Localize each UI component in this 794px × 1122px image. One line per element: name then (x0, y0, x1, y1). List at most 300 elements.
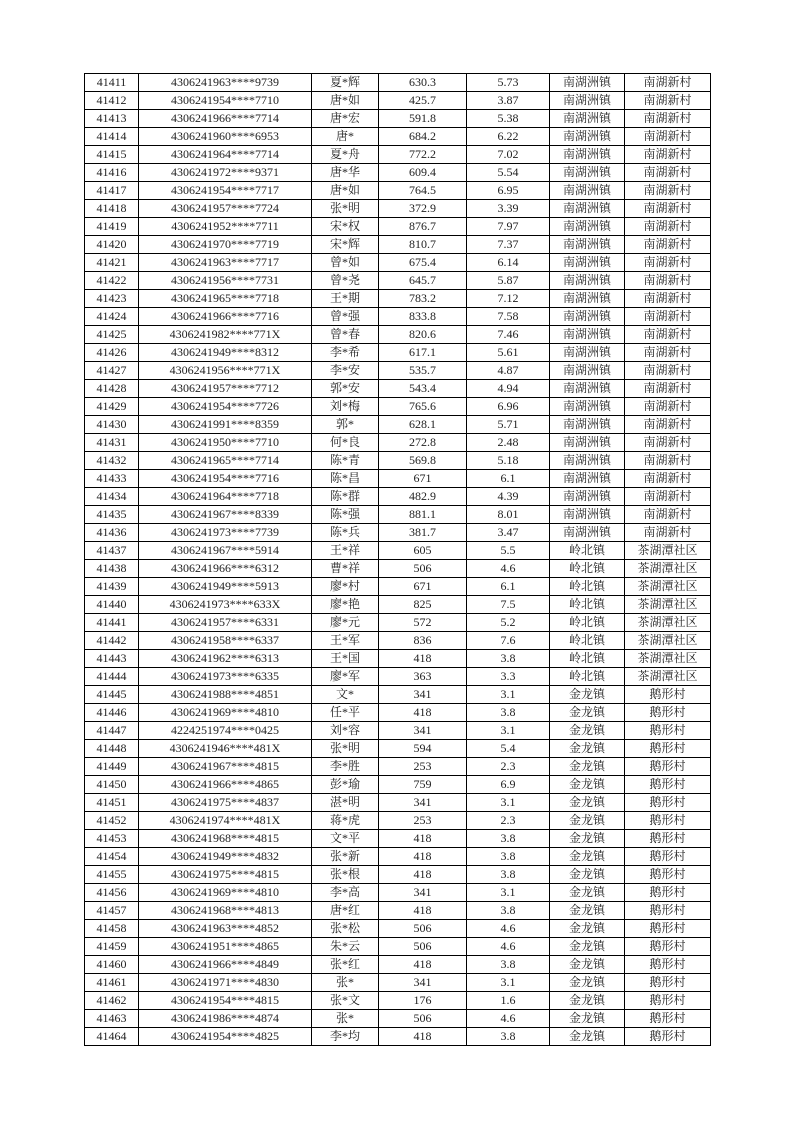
village-cell: 鹅形村 (625, 686, 711, 704)
value-cell: 8.01 (467, 506, 550, 524)
row-number-cell: 41446 (85, 704, 139, 722)
value-cell: 3.39 (467, 200, 550, 218)
table-row (85, 794, 711, 812)
person-name-cell: 曾*尧 (312, 272, 379, 290)
table-row (85, 182, 711, 200)
id-number-cell: 4306241967****8339 (139, 506, 312, 524)
village-cell: 鹅形村 (625, 938, 711, 956)
village-cell: 鹅形村 (625, 902, 711, 920)
person-name-cell: 张*新 (312, 848, 379, 866)
id-number-cell: 4306241969****4810 (139, 884, 312, 902)
town-cell: 南湖洲镇 (550, 362, 625, 380)
row-number-cell: 41444 (85, 668, 139, 686)
table-row (85, 578, 711, 596)
value-cell: 3.8 (467, 704, 550, 722)
table-row (85, 290, 711, 308)
town-cell: 岭北镇 (550, 668, 625, 686)
amount-cell: 418 (379, 866, 467, 884)
row-number-cell: 41447 (85, 722, 139, 740)
id-number-cell: 4306241967****5914 (139, 542, 312, 560)
value-cell: 7.12 (467, 290, 550, 308)
table-row (85, 254, 711, 272)
person-name-cell: 唐*红 (312, 902, 379, 920)
row-number-cell: 41431 (85, 434, 139, 452)
id-number-cell: 4306241965****7718 (139, 290, 312, 308)
village-cell: 南湖新村 (625, 200, 711, 218)
town-cell: 金龙镇 (550, 1028, 625, 1046)
person-name-cell: 张* (312, 974, 379, 992)
table-row (85, 74, 711, 92)
id-number-cell: 4306241965****7714 (139, 452, 312, 470)
person-name-cell: 廖*元 (312, 614, 379, 632)
value-cell: 4.94 (467, 380, 550, 398)
row-number-cell: 41464 (85, 1028, 139, 1046)
value-cell: 7.97 (467, 218, 550, 236)
records-table-body (85, 74, 711, 1046)
amount-cell: 759 (379, 776, 467, 794)
table-row (85, 866, 711, 884)
amount-cell: 833.8 (379, 308, 467, 326)
person-name-cell: 张*文 (312, 992, 379, 1010)
value-cell: 7.02 (467, 146, 550, 164)
person-name-cell: 郭* (312, 416, 379, 434)
village-cell: 鹅形村 (625, 722, 711, 740)
amount-cell: 764.5 (379, 182, 467, 200)
table-row (85, 470, 711, 488)
row-number-cell: 41425 (85, 326, 139, 344)
person-name-cell: 李*希 (312, 344, 379, 362)
row-number-cell: 41412 (85, 92, 139, 110)
village-cell: 鹅形村 (625, 848, 711, 866)
id-number-cell: 4306241954****4815 (139, 992, 312, 1010)
id-number-cell: 4306241962****6313 (139, 650, 312, 668)
town-cell: 金龙镇 (550, 758, 625, 776)
table-row (85, 218, 711, 236)
person-name-cell: 唐*如 (312, 182, 379, 200)
village-cell: 南湖新村 (625, 380, 711, 398)
row-number-cell: 41440 (85, 596, 139, 614)
person-name-cell: 王*军 (312, 632, 379, 650)
id-number-cell: 4306241946****481X (139, 740, 312, 758)
row-number-cell: 41430 (85, 416, 139, 434)
table-row (85, 686, 711, 704)
table-row (85, 506, 711, 524)
amount-cell: 535.7 (379, 362, 467, 380)
table-row (85, 740, 711, 758)
id-number-cell: 4306241963****9739 (139, 74, 312, 92)
person-name-cell: 李*胜 (312, 758, 379, 776)
village-cell: 鹅形村 (625, 704, 711, 722)
town-cell: 南湖洲镇 (550, 326, 625, 344)
id-number-cell: 4306241949****5913 (139, 578, 312, 596)
town-cell: 南湖洲镇 (550, 290, 625, 308)
table-row (85, 362, 711, 380)
amount-cell: 425.7 (379, 92, 467, 110)
row-number-cell: 41455 (85, 866, 139, 884)
amount-cell: 341 (379, 722, 467, 740)
village-cell: 南湖新村 (625, 326, 711, 344)
amount-cell: 418 (379, 650, 467, 668)
value-cell: 3.47 (467, 524, 550, 542)
table-row (85, 632, 711, 650)
amount-cell: 506 (379, 1010, 467, 1028)
id-number-cell: 4306241973****633X (139, 596, 312, 614)
value-cell: 3.8 (467, 866, 550, 884)
value-cell: 5.5 (467, 542, 550, 560)
person-name-cell: 曾*强 (312, 308, 379, 326)
person-name-cell: 张* (312, 1010, 379, 1028)
value-cell: 3.1 (467, 794, 550, 812)
table-row (85, 776, 711, 794)
id-number-cell: 4306241950****7710 (139, 434, 312, 452)
id-number-cell: 4306241954****4825 (139, 1028, 312, 1046)
id-number-cell: 4306241974****481X (139, 812, 312, 830)
value-cell: 3.1 (467, 974, 550, 992)
value-cell: 5.18 (467, 452, 550, 470)
id-number-cell: 4306241949****8312 (139, 344, 312, 362)
table-row (85, 488, 711, 506)
amount-cell: 418 (379, 848, 467, 866)
town-cell: 金龙镇 (550, 992, 625, 1010)
value-cell: 3.1 (467, 884, 550, 902)
amount-cell: 418 (379, 902, 467, 920)
row-number-cell: 41453 (85, 830, 139, 848)
value-cell: 5.38 (467, 110, 550, 128)
amount-cell: 783.2 (379, 290, 467, 308)
village-cell: 鹅形村 (625, 1028, 711, 1046)
row-number-cell: 41427 (85, 362, 139, 380)
village-cell: 鹅形村 (625, 830, 711, 848)
value-cell: 7.46 (467, 326, 550, 344)
row-number-cell: 41433 (85, 470, 139, 488)
village-cell: 茶湖潭社区 (625, 578, 711, 596)
table-row (85, 650, 711, 668)
value-cell: 2.48 (467, 434, 550, 452)
village-cell: 南湖新村 (625, 344, 711, 362)
id-number-cell: 4306241956****771X (139, 362, 312, 380)
town-cell: 金龙镇 (550, 848, 625, 866)
town-cell: 南湖洲镇 (550, 380, 625, 398)
village-cell: 茶湖潭社区 (625, 596, 711, 614)
person-name-cell: 曾*如 (312, 254, 379, 272)
row-number-cell: 41454 (85, 848, 139, 866)
id-number-cell: 4306241954****7726 (139, 398, 312, 416)
id-number-cell: 4306241971****4830 (139, 974, 312, 992)
village-cell: 鹅形村 (625, 758, 711, 776)
town-cell: 南湖洲镇 (550, 182, 625, 200)
town-cell: 南湖洲镇 (550, 74, 625, 92)
id-number-cell: 4306241957****7712 (139, 380, 312, 398)
value-cell: 3.8 (467, 956, 550, 974)
town-cell: 南湖洲镇 (550, 434, 625, 452)
row-number-cell: 41437 (85, 542, 139, 560)
value-cell: 4.6 (467, 920, 550, 938)
person-name-cell: 李*均 (312, 1028, 379, 1046)
village-cell: 茶湖潭社区 (625, 614, 711, 632)
village-cell: 南湖新村 (625, 488, 711, 506)
table-row (85, 452, 711, 470)
row-number-cell: 41456 (85, 884, 139, 902)
value-cell: 1.6 (467, 992, 550, 1010)
amount-cell: 609.4 (379, 164, 467, 182)
id-number-cell: 4306241958****6337 (139, 632, 312, 650)
id-number-cell: 4306241954****7717 (139, 182, 312, 200)
table-row (85, 308, 711, 326)
person-name-cell: 文*平 (312, 830, 379, 848)
value-cell: 4.6 (467, 560, 550, 578)
row-number-cell: 41413 (85, 110, 139, 128)
id-number-cell: 4306241954****7710 (139, 92, 312, 110)
person-name-cell: 廖*村 (312, 578, 379, 596)
amount-cell: 341 (379, 884, 467, 902)
id-number-cell: 4306241952****7711 (139, 218, 312, 236)
amount-cell: 253 (379, 812, 467, 830)
table-row (85, 758, 711, 776)
row-number-cell: 41421 (85, 254, 139, 272)
amount-cell: 628.1 (379, 416, 467, 434)
id-number-cell: 4306241973****7739 (139, 524, 312, 542)
amount-cell: 372.9 (379, 200, 467, 218)
row-number-cell: 41436 (85, 524, 139, 542)
amount-cell: 543.4 (379, 380, 467, 398)
table-row (85, 416, 711, 434)
row-number-cell: 41432 (85, 452, 139, 470)
id-number-cell: 4306241967****4815 (139, 758, 312, 776)
town-cell: 南湖洲镇 (550, 344, 625, 362)
table-row (85, 830, 711, 848)
row-number-cell: 41420 (85, 236, 139, 254)
table-row (85, 380, 711, 398)
row-number-cell: 41418 (85, 200, 139, 218)
id-number-cell: 4306241954****7716 (139, 470, 312, 488)
amount-cell: 506 (379, 938, 467, 956)
amount-cell: 272.8 (379, 434, 467, 452)
person-name-cell: 王*期 (312, 290, 379, 308)
row-number-cell: 41435 (85, 506, 139, 524)
row-number-cell: 41438 (85, 560, 139, 578)
person-name-cell: 陈*群 (312, 488, 379, 506)
amount-cell: 881.1 (379, 506, 467, 524)
value-cell: 7.58 (467, 308, 550, 326)
id-number-cell: 4306241986****4874 (139, 1010, 312, 1028)
row-number-cell: 41461 (85, 974, 139, 992)
id-number-cell: 4306241988****4851 (139, 686, 312, 704)
person-name-cell: 夏*舟 (312, 146, 379, 164)
person-name-cell: 任*平 (312, 704, 379, 722)
amount-cell: 630.3 (379, 74, 467, 92)
value-cell: 5.4 (467, 740, 550, 758)
amount-cell: 820.6 (379, 326, 467, 344)
amount-cell: 605 (379, 542, 467, 560)
village-cell: 南湖新村 (625, 452, 711, 470)
table-row (85, 848, 711, 866)
value-cell: 4.39 (467, 488, 550, 506)
village-cell: 鹅形村 (625, 1010, 711, 1028)
id-number-cell: 4306241982****771X (139, 326, 312, 344)
value-cell: 3.8 (467, 650, 550, 668)
town-cell: 金龙镇 (550, 902, 625, 920)
id-number-cell: 4306241966****7714 (139, 110, 312, 128)
person-name-cell: 唐*宏 (312, 110, 379, 128)
table-row (85, 614, 711, 632)
person-name-cell: 唐* (312, 128, 379, 146)
village-cell: 南湖新村 (625, 470, 711, 488)
row-number-cell: 41463 (85, 1010, 139, 1028)
id-number-cell: 4306241964****7718 (139, 488, 312, 506)
person-name-cell: 曹*祥 (312, 560, 379, 578)
village-cell: 茶湖潭社区 (625, 542, 711, 560)
town-cell: 金龙镇 (550, 722, 625, 740)
table-row (85, 812, 711, 830)
value-cell: 5.54 (467, 164, 550, 182)
person-name-cell: 陈*强 (312, 506, 379, 524)
id-number-cell: 4306241973****6335 (139, 668, 312, 686)
amount-cell: 765.6 (379, 398, 467, 416)
id-number-cell: 4306241972****9371 (139, 164, 312, 182)
town-cell: 南湖洲镇 (550, 164, 625, 182)
amount-cell: 253 (379, 758, 467, 776)
person-name-cell: 曾*春 (312, 326, 379, 344)
table-row (85, 722, 711, 740)
village-cell: 南湖新村 (625, 128, 711, 146)
table-row (85, 110, 711, 128)
value-cell: 3.8 (467, 1028, 550, 1046)
id-number-cell: 4306241975****4837 (139, 794, 312, 812)
row-number-cell: 41448 (85, 740, 139, 758)
table-row (85, 902, 711, 920)
village-cell: 鹅形村 (625, 884, 711, 902)
town-cell: 岭北镇 (550, 542, 625, 560)
value-cell: 4.6 (467, 938, 550, 956)
village-cell: 南湖新村 (625, 398, 711, 416)
amount-cell: 506 (379, 560, 467, 578)
village-cell: 鹅形村 (625, 866, 711, 884)
table-row (85, 956, 711, 974)
table-row (85, 1010, 711, 1028)
id-number-cell: 4306241991****8359 (139, 416, 312, 434)
id-number-cell: 4306241949****4832 (139, 848, 312, 866)
id-number-cell: 4306241957****7724 (139, 200, 312, 218)
row-number-cell: 41439 (85, 578, 139, 596)
table-row (85, 596, 711, 614)
row-number-cell: 41443 (85, 650, 139, 668)
table-row (85, 236, 711, 254)
village-cell: 南湖新村 (625, 164, 711, 182)
amount-cell: 671 (379, 578, 467, 596)
table-row (85, 326, 711, 344)
id-number-cell: 4306241960****6953 (139, 128, 312, 146)
person-name-cell: 文* (312, 686, 379, 704)
row-number-cell: 41414 (85, 128, 139, 146)
amount-cell: 418 (379, 1028, 467, 1046)
amount-cell: 675.4 (379, 254, 467, 272)
town-cell: 岭北镇 (550, 578, 625, 596)
id-number-cell: 4306241975****4815 (139, 866, 312, 884)
town-cell: 岭北镇 (550, 560, 625, 578)
amount-cell: 341 (379, 974, 467, 992)
table-row (85, 128, 711, 146)
town-cell: 金龙镇 (550, 704, 625, 722)
village-cell: 南湖新村 (625, 362, 711, 380)
table-row (85, 272, 711, 290)
value-cell: 5.73 (467, 74, 550, 92)
amount-cell: 341 (379, 686, 467, 704)
village-cell: 南湖新村 (625, 218, 711, 236)
value-cell: 3.1 (467, 722, 550, 740)
value-cell: 6.14 (467, 254, 550, 272)
records-table (84, 73, 711, 1046)
amount-cell: 569.8 (379, 452, 467, 470)
row-number-cell: 41423 (85, 290, 139, 308)
person-name-cell: 湛*明 (312, 794, 379, 812)
value-cell: 6.96 (467, 398, 550, 416)
village-cell: 鹅形村 (625, 812, 711, 830)
value-cell: 4.6 (467, 1010, 550, 1028)
person-name-cell: 彭*瑜 (312, 776, 379, 794)
person-name-cell: 陈*兵 (312, 524, 379, 542)
amount-cell: 684.2 (379, 128, 467, 146)
town-cell: 南湖洲镇 (550, 524, 625, 542)
value-cell: 4.87 (467, 362, 550, 380)
value-cell: 7.5 (467, 596, 550, 614)
id-number-cell: 4306241966****7716 (139, 308, 312, 326)
table-row (85, 974, 711, 992)
village-cell: 南湖新村 (625, 308, 711, 326)
town-cell: 岭北镇 (550, 596, 625, 614)
id-number-cell: 4306241956****7731 (139, 272, 312, 290)
amount-cell: 506 (379, 920, 467, 938)
table-row (85, 524, 711, 542)
id-number-cell: 4306241964****7714 (139, 146, 312, 164)
village-cell: 南湖新村 (625, 236, 711, 254)
person-name-cell: 王*祥 (312, 542, 379, 560)
person-name-cell: 宋*权 (312, 218, 379, 236)
person-name-cell: 唐*如 (312, 92, 379, 110)
table-row (85, 200, 711, 218)
town-cell: 金龙镇 (550, 974, 625, 992)
person-name-cell: 陈*昌 (312, 470, 379, 488)
town-cell: 金龙镇 (550, 776, 625, 794)
row-number-cell: 41441 (85, 614, 139, 632)
amount-cell: 418 (379, 956, 467, 974)
amount-cell: 836 (379, 632, 467, 650)
id-number-cell: 4306241966****6312 (139, 560, 312, 578)
person-name-cell: 张*明 (312, 740, 379, 758)
row-number-cell: 41424 (85, 308, 139, 326)
town-cell: 南湖洲镇 (550, 128, 625, 146)
id-number-cell: 4306241970****7719 (139, 236, 312, 254)
village-cell: 南湖新村 (625, 524, 711, 542)
village-cell: 南湖新村 (625, 110, 711, 128)
amount-cell: 341 (379, 794, 467, 812)
value-cell: 6.1 (467, 470, 550, 488)
town-cell: 南湖洲镇 (550, 236, 625, 254)
value-cell: 7.37 (467, 236, 550, 254)
town-cell: 金龙镇 (550, 1010, 625, 1028)
town-cell: 南湖洲镇 (550, 92, 625, 110)
row-number-cell: 41411 (85, 74, 139, 92)
table-row (85, 434, 711, 452)
amount-cell: 617.1 (379, 344, 467, 362)
town-cell: 金龙镇 (550, 938, 625, 956)
person-name-cell: 唐*华 (312, 164, 379, 182)
row-number-cell: 41458 (85, 920, 139, 938)
row-number-cell: 41460 (85, 956, 139, 974)
town-cell: 金龙镇 (550, 866, 625, 884)
value-cell: 5.71 (467, 416, 550, 434)
person-name-cell: 郭*安 (312, 380, 379, 398)
row-number-cell: 41415 (85, 146, 139, 164)
